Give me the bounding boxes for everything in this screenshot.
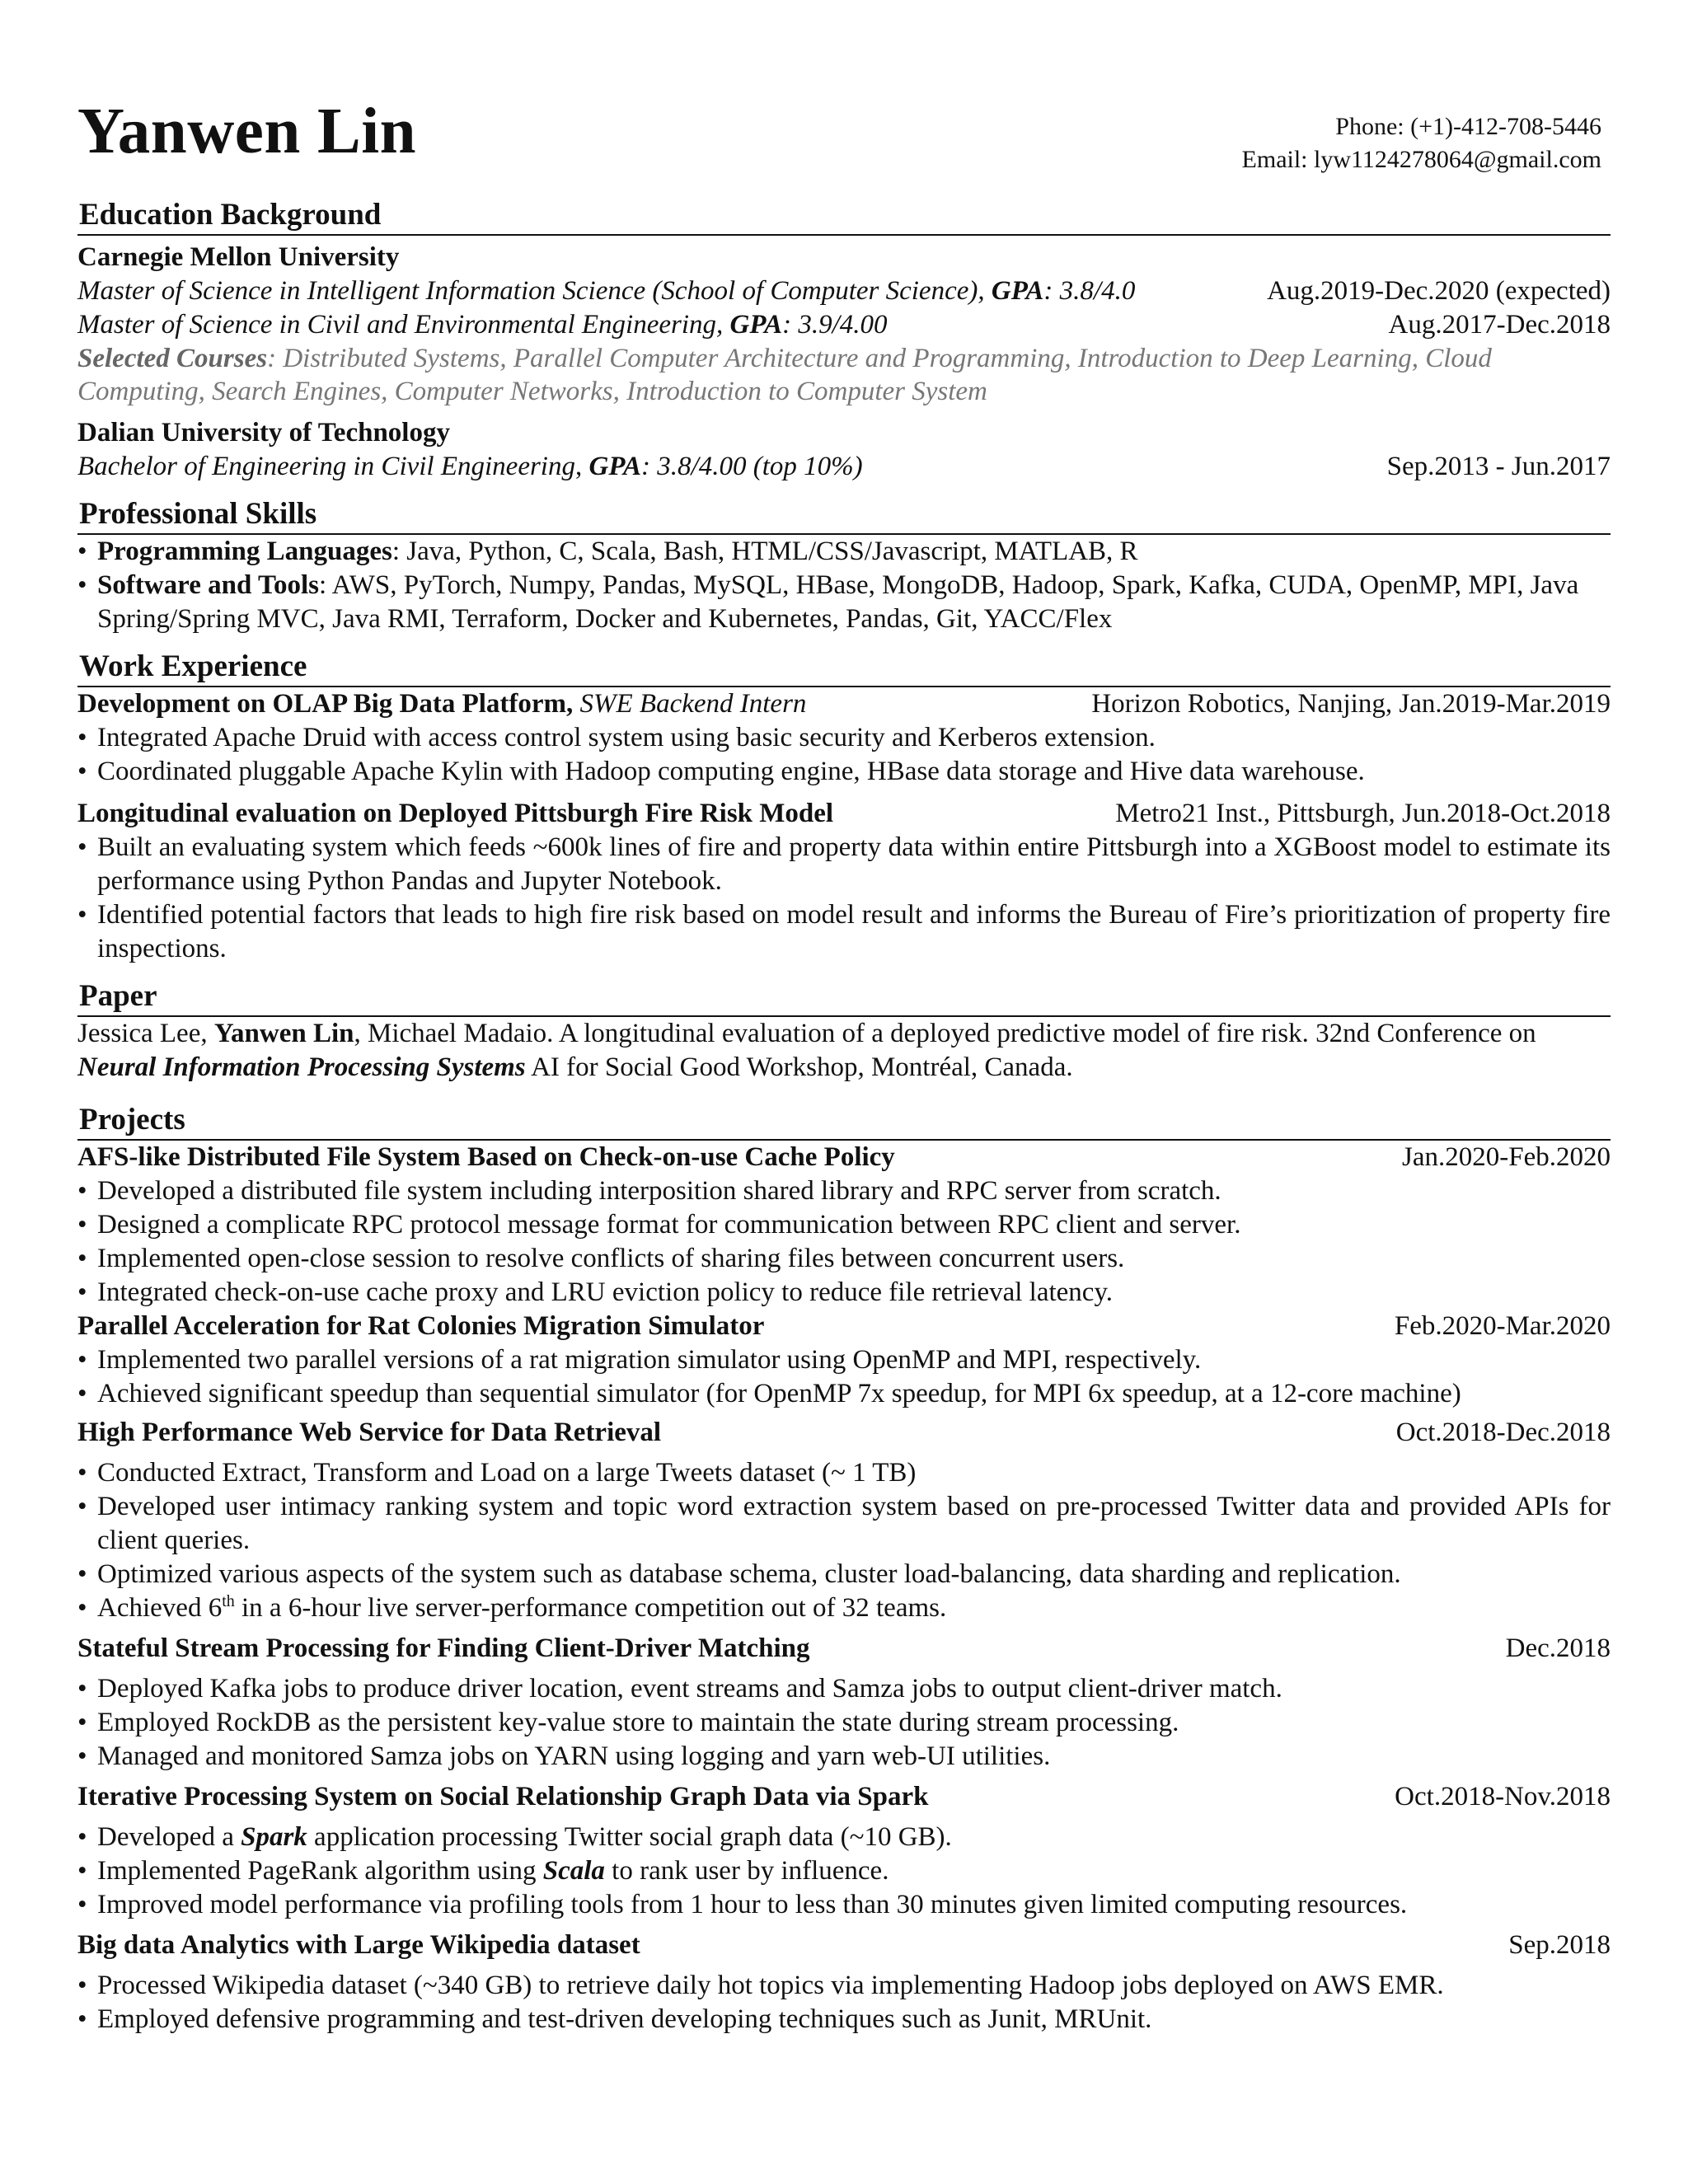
project-date: Oct.2018-Nov.2018 [1395, 1782, 1611, 1811]
courses-label: Selected Courses [77, 344, 268, 373]
phone-number: Phone: (+1)-412-708-5446 [1335, 113, 1601, 140]
job-bullets [77, 721, 1611, 789]
list-item: • Integrated Apache Druid with access control system using basic security and Kerberos extension. [77, 723, 1156, 752]
job-meta: Horizon Robotics, Nanjing, Jan.2019-Mar.2019 [1091, 689, 1611, 719]
list-item: • Software and Tools: AWS, PyTorch, Numpy, Pandas, MySQL, HBase, MongoDB, Hadoop, Spark, Kafka, CUDA, OpenMP, MPI, Java Spring/Spring MVC, Java RMI, Terraform, Docker and Kubernetes, Pandas, Git, YACC/Flex [77, 570, 1579, 634]
project-title: High Performance Web Service for Data Retrieval [77, 1418, 662, 1447]
list-item: • Implemented open-close session to resolve conflicts of sharing files between concurrent users. [77, 1244, 1125, 1273]
list-item: • Managed and monitored Samza jobs on YARN using logging and yarn web-UI utilities. [77, 1741, 1051, 1771]
list-item: • Developed a distributed file system including interposition shared library and RPC server from scratch. [77, 1176, 1221, 1206]
contact-info [1242, 110, 1601, 176]
project-title-row [77, 1929, 1611, 1962]
job-bullets [77, 831, 1611, 966]
section-heading-paper: Paper [77, 977, 1611, 1017]
degree-text: Master of Science in Intelligent Information Science (School of Computer Science), [77, 276, 992, 306]
section-heading-projects: Projects [77, 1101, 1611, 1141]
project-bullets [77, 1174, 1611, 1310]
project-bullets [77, 1969, 1611, 2036]
project-date: Oct.2018-Dec.2018 [1395, 1418, 1611, 1447]
degree-text: Master of Science in Civil and Environmental Engineering, [77, 310, 730, 340]
list-item: • Improved model performance via profiling tools from 1 hour to less than 30 minutes given limited computing resources. [77, 1890, 1408, 1919]
project-title: AFS-like Distributed File System Based on Check-on-use Cache Policy [77, 1142, 895, 1172]
list-item: • Achieved 6th in a 6-hour live server-performance competition out of 32 teams. [77, 1592, 947, 1623]
candidate-name: Yanwen Lin [77, 96, 417, 167]
list-item: • Processed Wikipedia dataset (~340 GB) to retrieve daily hot topics via implementing Hadoop jobs deployed on AWS EMR. [77, 1971, 1444, 2000]
gpa-label: GPA [588, 452, 642, 481]
degree-row [77, 308, 1611, 342]
job-title: Longitudinal evaluation on Deployed Pittsburgh Fire Risk Model [77, 799, 834, 828]
project-title-row [77, 1632, 1611, 1666]
paper-citation: Jessica Lee, Yanwen Lin, Michael Madaio. A longitudinal evaluation of a deployed predictive model of fire risk. 32nd Conference on Neural Information Processing Systems AI for Social Good Workshop, Montréal, Canada. [77, 1019, 1536, 1082]
list-item: • Implemented two parallel versions of a rat migration simulator using OpenMP and MPI, respectively. [77, 1345, 1202, 1375]
project-title-row [77, 1780, 1611, 1814]
list-item: • Coordinated pluggable Apache Kylin with Hadoop computing engine, HBase data storage and Hive data warehouse. [77, 757, 1365, 786]
project-date: Dec.2018 [1505, 1633, 1611, 1663]
gpa-value: : 3.9/4.00 [782, 310, 888, 340]
paper-author: Yanwen Lin [213, 1019, 354, 1048]
project-title: Big data Analytics with Large Wikipedia dataset [77, 1930, 640, 1960]
degree-date: Aug.2017-Dec.2018 [1388, 310, 1611, 340]
project-date: Jan.2020-Feb.2020 [1402, 1142, 1611, 1172]
project-bullets [77, 1672, 1611, 1774]
email-address: Email: lyw1124278064@gmail.com [1241, 146, 1601, 173]
project-bullets [77, 1821, 1611, 1922]
resume-content [77, 196, 1611, 2036]
selected-courses [77, 342, 1611, 408]
project-title: Stateful Stream Processing for Finding Client-Driver Matching [77, 1633, 810, 1663]
project-title: Parallel Acceleration for Rat Colonies Migration Simulator [77, 1311, 765, 1341]
degree-row: Bachelor of Engineering in Civil Engineering, GPA: 3.8/4.00 (top 10%) Sep.2013 - Jun.2017 [77, 450, 1611, 484]
project-date: Feb.2020-Mar.2020 [1394, 1311, 1611, 1341]
school-cmu-row [77, 241, 1611, 274]
job-role: SWE Backend Intern [573, 689, 807, 719]
job-title: Development on OLAP Big Data Platform, [77, 689, 574, 719]
list-item: • Developed user intimacy ranking system and topic word extraction system based on pre-processed Twitter data and provided APIs for client queries. [77, 1492, 1611, 1555]
list-item: • Programming Languages: Java, Python, C, Scala, Bash, HTML/CSS/Javascript, MATLAB, R [77, 537, 1138, 566]
list-item: • Employed RockDB as the persistent key-value store to maintain the state during stream processing. [77, 1708, 1179, 1737]
list-item: • Achieved significant speedup than sequential simulator (for OpenMP 7x speedup, for MPI 6x speedup, at a 12-core machine) [77, 1379, 1461, 1408]
project-title-row [77, 1416, 1611, 1450]
gpa-value: : 3.8/4.00 (top 10%) [641, 452, 863, 481]
gpa-value: : 3.8/4.0 [1043, 276, 1136, 306]
degree-date: Aug.2019-Dec.2020 (expected) [1267, 276, 1611, 306]
list-item: • Identified potential factors that leads to high fire risk based on model result and informs the Bureau of Fire’s prioritization of property fire inspections. [77, 900, 1611, 963]
project-title: Iterative Processing System on Social Relationship Graph Data via Spark [77, 1782, 929, 1811]
degree-date: Sep.2013 - Jun.2017 [1386, 452, 1611, 481]
job-meta: Metro21 Inst., Pittsburgh, Jun.2018-Oct.2018 [1115, 799, 1611, 828]
job-title-row [77, 797, 1611, 831]
section-heading-skills: Professional Skills [77, 495, 1611, 535]
gpa-label: GPA [729, 310, 783, 340]
list-item: • Optimized various aspects of the system such as database schema, cluster load-balancing, data sharding and replication. [77, 1559, 1401, 1589]
gpa-label: GPA [991, 276, 1044, 306]
school-name: Carnegie Mellon University [77, 242, 400, 272]
degree-text: Bachelor of Engineering in Civil Engineering [77, 452, 575, 481]
list-item: • Employed defensive programming and test-driven developing techniques such as Junit, MRUnit. [77, 2004, 1152, 2034]
skills-list [77, 535, 1611, 636]
school-name: Dalian University of Technology [77, 418, 450, 448]
list-item: • Developed a Spark application processing Twitter social graph data (~10 GB). [77, 1822, 952, 1852]
project-bullets [77, 1343, 1611, 1411]
courses-list: : Distributed Systems, Parallel Computer Architecture and Programming, Introduction to Deep Learning, Cloud Computing, Search Engines, Computer Networks, Introduction to Computer System [77, 344, 1492, 406]
project-date: Sep.2018 [1508, 1930, 1611, 1960]
school-dut-row [77, 416, 1611, 450]
job-title-row [77, 687, 1611, 721]
project-title-row [77, 1141, 1611, 1174]
list-item: • Designed a complicate RPC protocol message format for communication between RPC client and server. [77, 1210, 1241, 1240]
project-title-row [77, 1310, 1611, 1343]
degree-row [77, 274, 1611, 308]
list-item: • Integrated check-on-use cache proxy and LRU eviction policy to reduce file retrieval latency. [77, 1277, 1114, 1307]
list-item: • Deployed Kafka jobs to produce driver location, event streams and Samza jobs to output client-driver match. [77, 1674, 1282, 1704]
section-heading-work: Work Experience [77, 648, 1611, 687]
section-heading-education: Education Background [77, 196, 1611, 236]
list-item: • Built an evaluating system which feeds ~600k lines of fire and property data within entire Pittsburgh into a XGBoost model to estimate its performance using Python Pandas and Jupyter Notebook. [77, 832, 1611, 896]
paper-venue: Neural Information Processing Systems [77, 1052, 526, 1082]
list-item: • Implemented PageRank algorithm using Scala to rank user by influence. [77, 1856, 889, 1886]
list-item: • Conducted Extract, Transform and Load on a large Tweets dataset (~ 1 TB) [77, 1458, 917, 1488]
project-bullets [77, 1456, 1611, 1625]
